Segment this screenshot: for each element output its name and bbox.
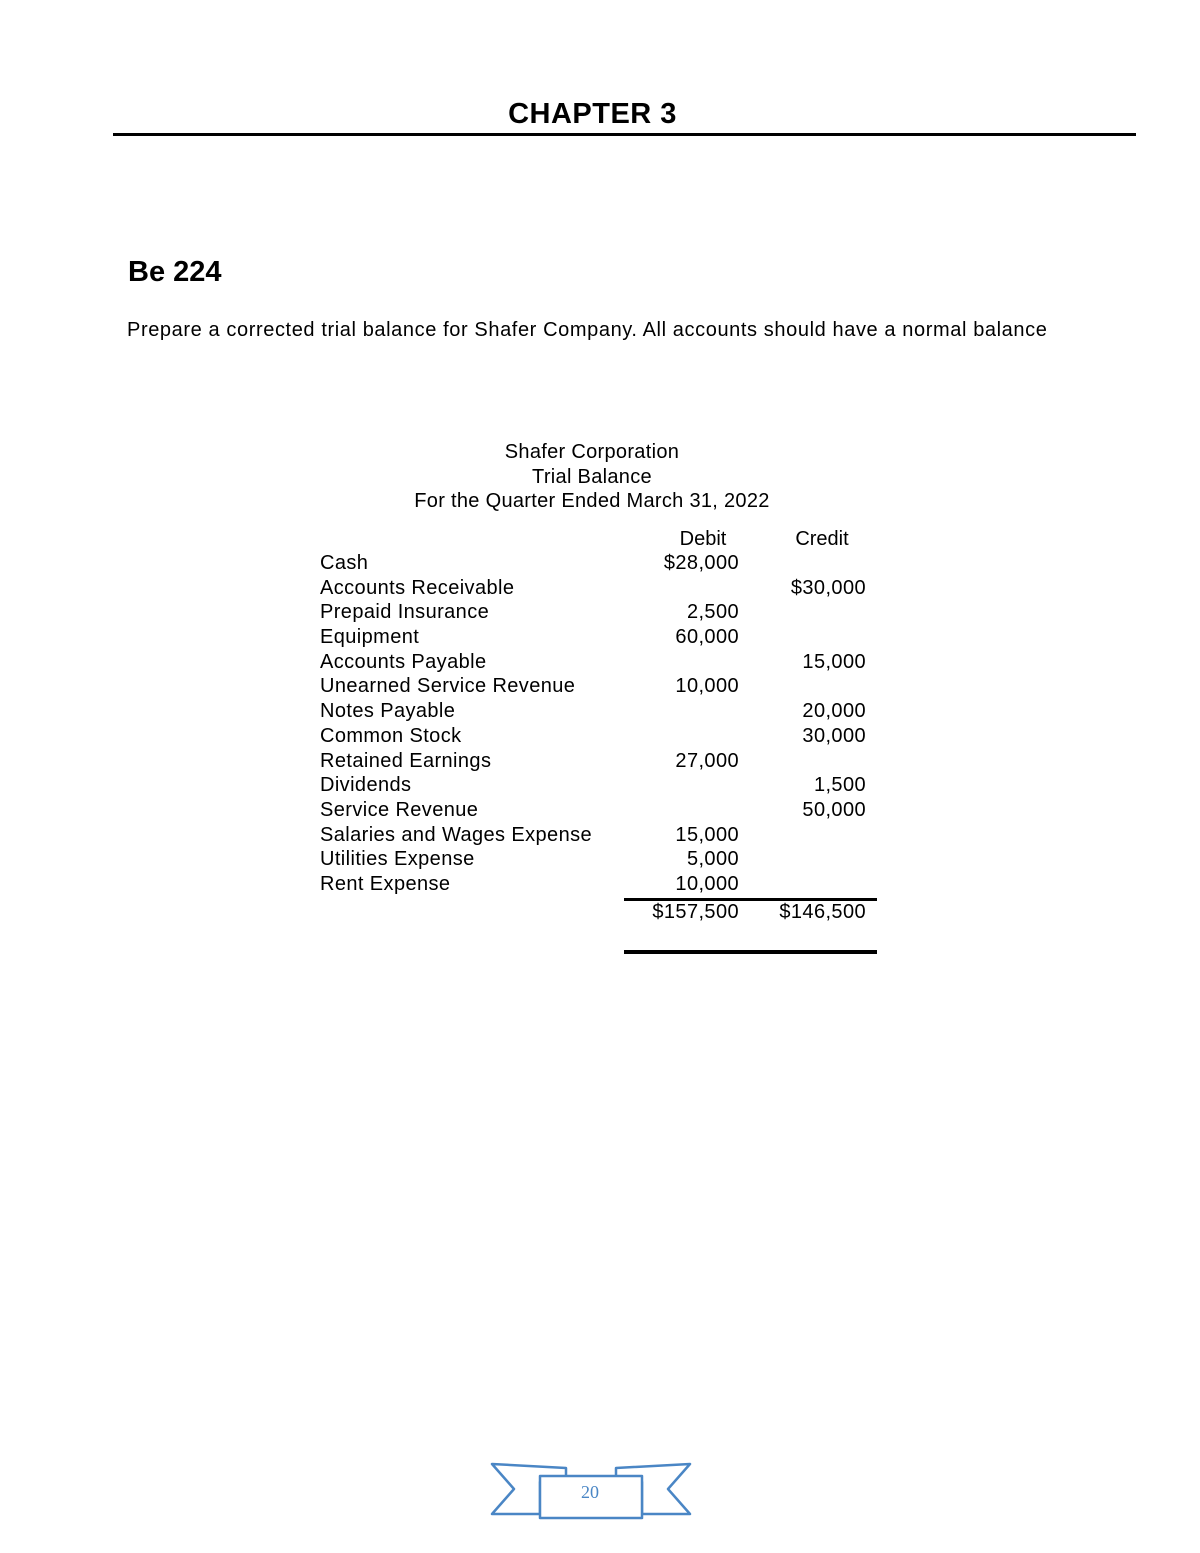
table-row <box>320 601 880 626</box>
account-name: Notes Payable <box>320 700 456 723</box>
credit-amount: 50,000 <box>802 798 866 821</box>
credit-amount: $30,000 <box>790 576 866 599</box>
table-row <box>320 552 880 577</box>
page-number: 20 <box>581 1482 599 1502</box>
debit-amount: 2,500 <box>686 601 739 624</box>
account-name: Accounts Payable <box>320 650 487 673</box>
table-row <box>320 577 880 602</box>
account-name: Salaries and Wages Expense <box>320 823 593 846</box>
table-row <box>320 700 880 725</box>
table-row <box>320 848 880 873</box>
account-name: Rent Expense <box>320 872 451 895</box>
trial-balance-rows <box>320 552 880 898</box>
debit-amount: 10,000 <box>675 872 739 895</box>
trial-balance-company: Shafer Corporation <box>504 441 680 463</box>
account-name: Dividends <box>320 774 412 797</box>
debit-total: $157,500 <box>652 901 739 923</box>
table-row <box>320 626 880 651</box>
credit-amount: 1,500 <box>813 774 866 797</box>
account-name: Accounts Receivable <box>320 576 515 599</box>
credit-amount: 30,000 <box>802 724 866 747</box>
account-name: Common Stock <box>320 724 462 747</box>
credit-column-header: Credit <box>795 528 849 550</box>
debit-amount: 5,000 <box>686 848 739 871</box>
debit-amount: $28,000 <box>663 552 739 574</box>
debit-amount: 15,000 <box>675 823 739 846</box>
credit-total: $146,500 <box>779 901 866 923</box>
table-row <box>320 799 880 824</box>
debit-amount: 10,000 <box>675 675 739 698</box>
trial-balance-period: For the Quarter Ended March 31, 2022 <box>414 490 770 512</box>
account-name: Unearned Service Revenue <box>320 675 576 698</box>
account-name: Equipment <box>320 626 420 649</box>
account-name: Cash <box>320 552 369 574</box>
table-row <box>320 725 880 750</box>
chapter-rule <box>113 133 1136 136</box>
trial-balance-title: Trial Balance <box>532 466 652 488</box>
table-row <box>320 774 880 799</box>
debit-amount: 27,000 <box>675 749 739 772</box>
table-row <box>320 675 880 700</box>
table-row <box>320 651 880 676</box>
account-name: Service Revenue <box>320 798 479 821</box>
account-name: Retained Earnings <box>320 749 492 772</box>
table-row <box>320 873 880 898</box>
table-row <box>320 824 880 849</box>
credit-amount: 15,000 <box>802 650 866 673</box>
totals-double-rule <box>624 950 877 954</box>
exercise-instructions: Prepare a corrected trial balance for Shafer Company. All accounts should have a normal balance <box>127 319 1048 341</box>
credit-amount: 20,000 <box>802 700 866 723</box>
table-row <box>320 750 880 775</box>
debit-column-header: Debit <box>679 528 727 550</box>
account-name: Utilities Expense <box>320 848 475 871</box>
debit-amount: 60,000 <box>675 626 739 649</box>
account-name: Prepaid Insurance <box>320 601 490 624</box>
exercise-heading: Be 224 <box>128 256 222 288</box>
chapter-title: CHAPTER 3 <box>508 98 677 130</box>
